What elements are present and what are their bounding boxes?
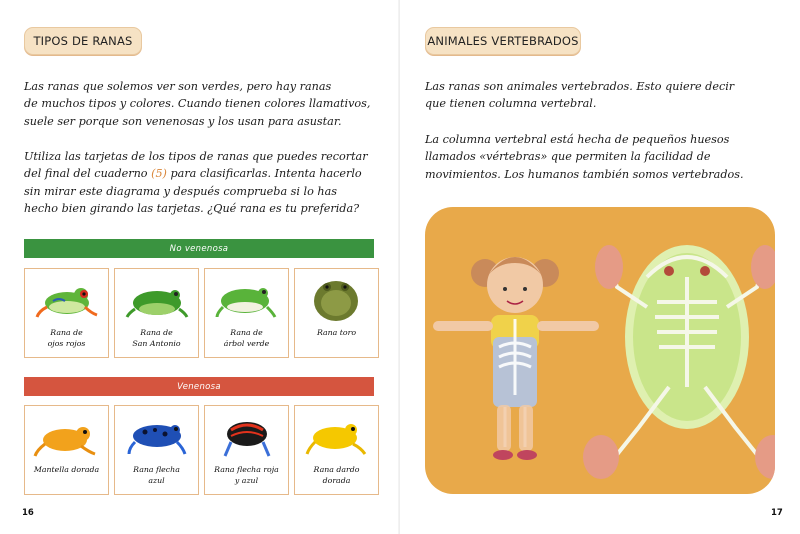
heading-animales-vertebrados: ANIMALES VERTEBRADOS	[425, 27, 581, 55]
frog-figure	[583, 245, 775, 479]
vertebrate-line: que tienen columna vertebral.	[425, 97, 597, 111]
intro-line: de muchos tipos y colores. Cuando tienen colores llamativos,	[24, 97, 371, 111]
page-number: 16	[22, 508, 34, 518]
european-tree-frog-icon	[119, 273, 194, 325]
card-caption: Rana de ojos rojos	[47, 328, 86, 348]
card-caption: Rana de árbol verde	[223, 328, 270, 348]
card-green-tree-frog[interactable]	[204, 268, 289, 358]
skeleton-illustration	[425, 207, 775, 494]
vertebrae-line: La columna vertebral está hecha de pequeños huesos	[425, 133, 730, 146]
green-tree-frog-icon	[209, 273, 284, 325]
card-blue-poison-dart-frog[interactable]	[114, 405, 199, 495]
intro-line: Las ranas que solemos ver son verdes, pero hay ranas	[24, 80, 332, 93]
card-caption: Mantella dorada	[33, 465, 100, 474]
card-caption: Rana dardo dorada	[313, 465, 360, 485]
golden-mantella-icon	[29, 410, 104, 462]
card-golden-mantella[interactable]	[24, 405, 109, 495]
instructions-line: hecho bien girando las tarjetas. ¿Qué rana es tu preferida?	[24, 201, 360, 215]
card-caption: Rana toro	[316, 328, 357, 337]
instructions-line: del final del cuaderno (5) para clasificarlas. Intenta hacerlo	[24, 167, 362, 181]
instructions-line: sin mirar este diagrama y después comprueba si lo has	[24, 184, 338, 198]
vertebrate-line: Las ranas son animales vertebrados. Esto quiere decir	[425, 80, 735, 93]
intro-paragraph	[24, 78, 384, 130]
intro-line: suele ser porque son venenosas y los usan para asustar.	[24, 114, 342, 128]
vertebrae-line: movimientos. Los humanos también somos vertebrados.	[425, 167, 744, 181]
page-reference: (5)	[151, 167, 167, 181]
card-bullfrog[interactable]	[294, 268, 379, 358]
red-eyed-tree-frog-icon	[29, 273, 104, 325]
heading-tipos-de-ranas: TIPOS DE RANAS	[24, 27, 142, 55]
bullfrog-icon	[299, 273, 374, 325]
card-caption: Rana flecha roja y azul	[214, 465, 279, 485]
vertebrate-intro-paragraph	[425, 78, 785, 113]
golden-poison-frog-icon	[299, 410, 374, 462]
strawberry-poison-dart-frog-icon	[209, 410, 284, 462]
page-number: 17	[771, 508, 783, 518]
girl-and-frog-skeleton-illustration	[425, 207, 775, 494]
instructions-line: Utiliza las tarjetas de los tipos de ranas que puedes recortar	[24, 150, 368, 163]
blue-poison-dart-frog-icon	[119, 410, 194, 462]
non-poisonous-header: No venenosa	[24, 239, 374, 258]
vertebrae-paragraph	[425, 131, 785, 183]
card-european-tree-frog[interactable]	[114, 268, 199, 358]
card-red-eyed-tree-frog[interactable]	[24, 268, 109, 358]
vertebrae-line: llamados «vértebras» que permiten la facilidad de	[425, 150, 711, 164]
card-strawberry-poison-dart-frog[interactable]	[204, 405, 289, 495]
instructions-paragraph	[24, 148, 384, 217]
card-caption: Rana de San Antonio	[132, 328, 181, 348]
girl-figure	[433, 257, 599, 460]
card-caption: Rana flecha azul	[133, 465, 180, 485]
poisonous-header: Venenosa	[24, 377, 374, 396]
card-golden-poison-frog[interactable]	[294, 405, 379, 495]
